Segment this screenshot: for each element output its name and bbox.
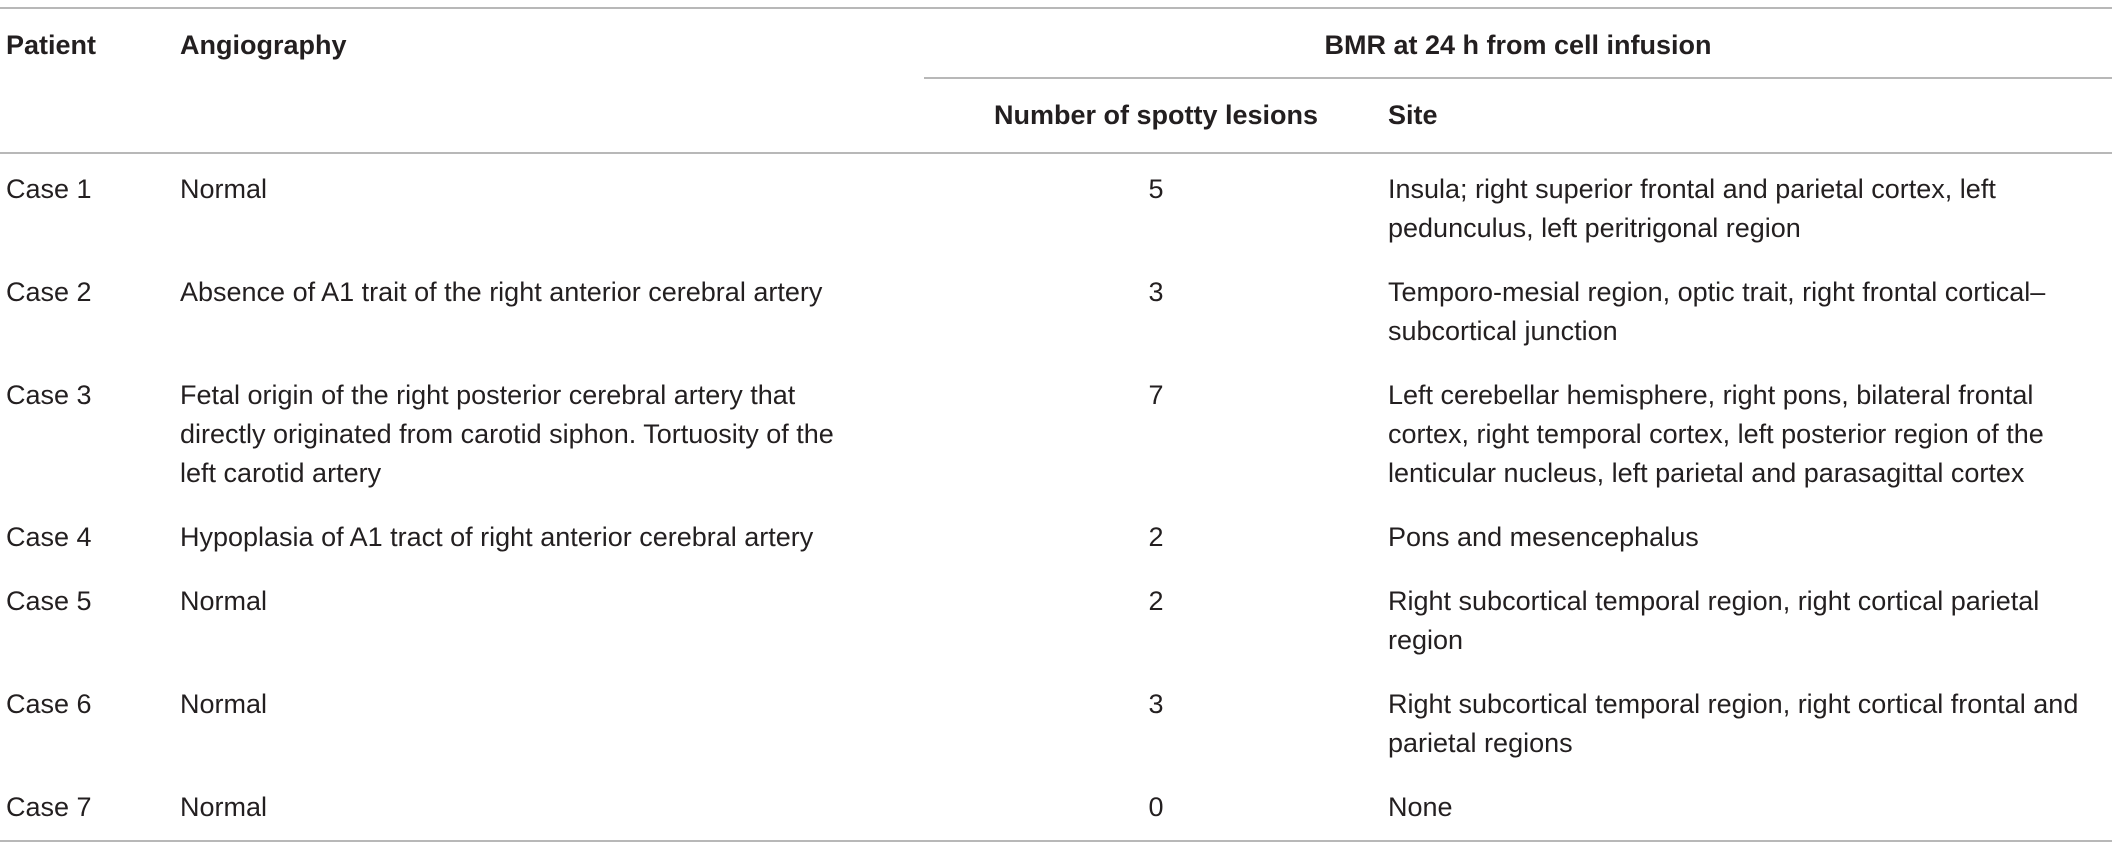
table-body xyxy=(0,153,2112,841)
cell-site xyxy=(1388,567,2112,670)
cell-patient: Case 6 xyxy=(6,689,92,719)
table-row xyxy=(0,361,2112,503)
table-row xyxy=(0,670,2112,773)
angiography-text: Normal xyxy=(180,586,268,616)
cell-patient: Case 5 xyxy=(6,586,92,616)
cell-lesions: 2 xyxy=(1148,586,1164,616)
cell-angiography xyxy=(180,773,924,841)
header-row-1 xyxy=(0,8,2112,78)
cell-patient: Case 1 xyxy=(6,174,92,204)
table-row xyxy=(0,773,2112,841)
header-row-2 xyxy=(0,78,2112,153)
angiography-text: Normal xyxy=(180,792,268,822)
cell-site xyxy=(1388,773,2112,841)
table-header xyxy=(0,8,2112,153)
site-text: Insula; right superior frontal and parietal cortex, left pedunculus, left peritrigonal region xyxy=(1388,174,1996,243)
angiography-text: Absence of A1 trait of the right anterior cerebral artery xyxy=(180,277,823,307)
results-table xyxy=(0,7,2112,842)
cell-site xyxy=(1388,670,2112,773)
cell-angiography xyxy=(180,670,924,773)
header-blank-angiography xyxy=(180,78,924,153)
cell-angiography xyxy=(180,153,924,258)
cell-patient: Case 4 xyxy=(6,522,92,552)
cell-patient: Case 7 xyxy=(0,773,180,841)
cell-site xyxy=(1388,153,2112,258)
angiography-text: Hypoplasia of A1 tract of right anterior cerebral artery xyxy=(180,522,814,552)
cell-lesions: 0 xyxy=(924,773,1388,841)
cell-angiography xyxy=(180,503,924,567)
header-site: Site xyxy=(1388,78,2112,153)
table-row xyxy=(0,258,2112,361)
site-text: Pons and mesencephalus xyxy=(1388,522,1699,552)
angiography-text: Normal xyxy=(180,174,268,204)
cell-lesions: 7 xyxy=(1148,380,1164,410)
header-number-of-lesions: Number of spotty lesions xyxy=(924,78,1388,153)
cell-patient: Case 2 xyxy=(6,277,92,307)
angiography-text: Normal xyxy=(180,689,268,719)
header-bmr-group: BMR at 24 h from cell infusion xyxy=(924,8,2112,78)
cell-lesions: 3 xyxy=(1148,277,1164,307)
site-text: Left cerebellar hemisphere, right pons, bilateral frontal cortex, right temporal cortex, left posterior region of the lenticular nucleus, left parietal and parasagittal cortex xyxy=(1388,380,2044,488)
header-patient: Patient xyxy=(0,8,180,78)
table-row xyxy=(0,503,2112,567)
header-angiography: Angiography xyxy=(180,8,924,78)
site-text: None xyxy=(1388,792,1453,822)
cell-angiography xyxy=(180,567,924,670)
table-row xyxy=(0,153,2112,258)
site-text: Temporo-mesial region, optic trait, right frontal cortical–subcortical junction xyxy=(1388,277,2046,346)
table-row xyxy=(0,567,2112,670)
site-text: Right subcortical temporal region, right cortical parietal region xyxy=(1388,586,2040,655)
cell-site xyxy=(1388,503,2112,567)
angiography-text: Fetal origin of the right posterior cerebral artery that directly originated from carotid siphon. Tortuosity of the left carotid artery xyxy=(180,380,834,488)
cell-lesions: 3 xyxy=(1148,689,1164,719)
cell-patient: Case 3 xyxy=(6,380,92,410)
cell-angiography xyxy=(180,258,924,361)
cell-lesions: 2 xyxy=(1148,522,1164,552)
header-blank-patient xyxy=(0,78,180,153)
site-text: Right subcortical temporal region, right cortical frontal and parietal regions xyxy=(1388,689,2079,758)
cell-site xyxy=(1388,258,2112,361)
cell-angiography xyxy=(180,361,924,503)
cell-lesions: 5 xyxy=(1148,174,1164,204)
cell-site xyxy=(1388,361,2112,503)
